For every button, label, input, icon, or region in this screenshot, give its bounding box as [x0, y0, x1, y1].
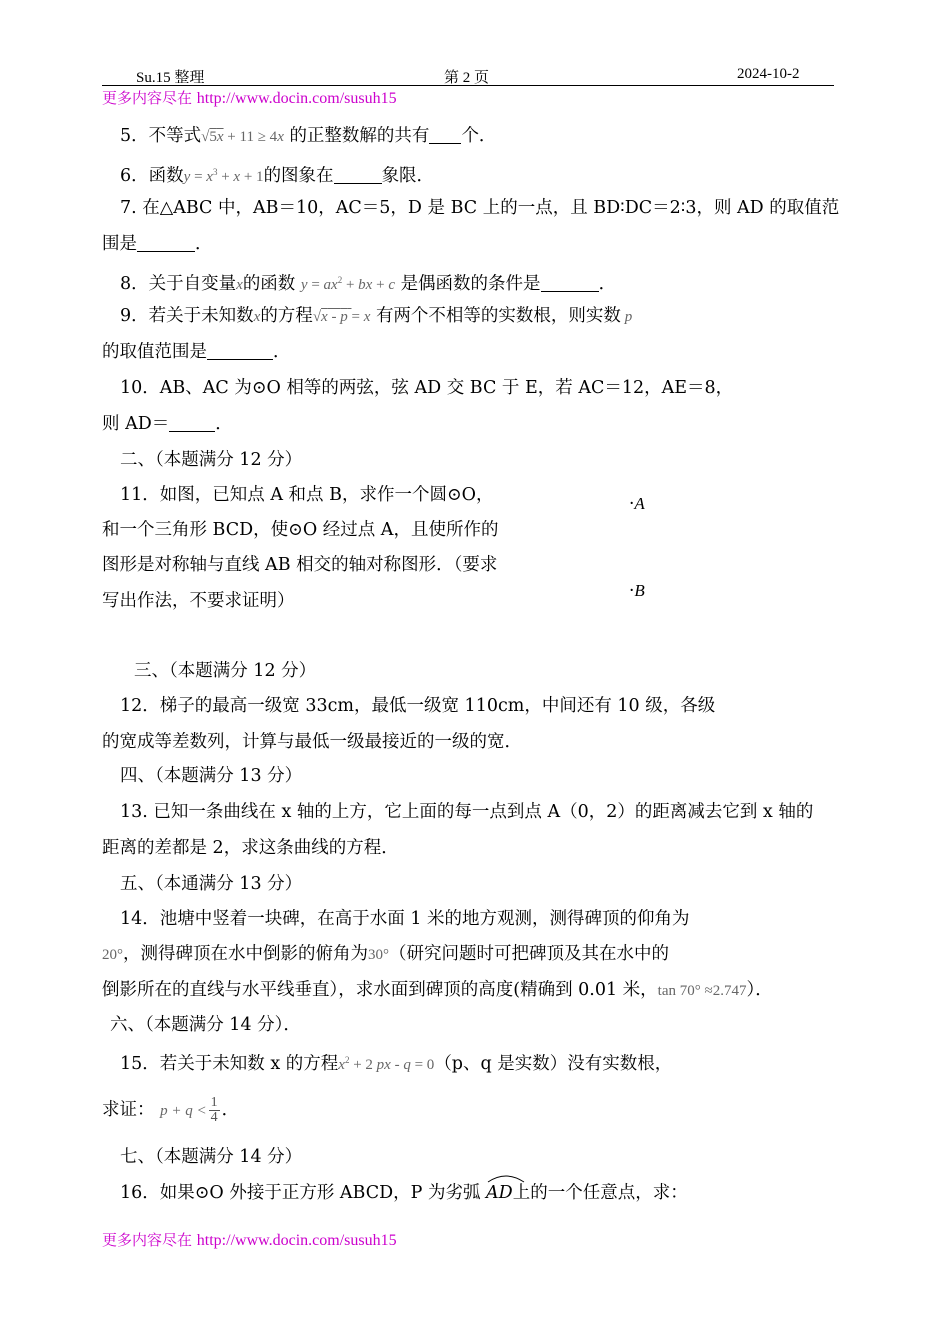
q10-line2-pre: 则 AD＝ — [102, 414, 170, 434]
section-4-heading: 四、（本题满分 13 分） — [120, 766, 303, 786]
q8-blank[interactable] — [541, 273, 599, 292]
question-11-line-2: 和一个三角形 BCD，使⊙O 经过点 A，且使所作的 — [102, 520, 499, 540]
q5-blank[interactable] — [429, 125, 461, 144]
question-8 — [120, 268, 616, 297]
question-13-line-1: 13. 已知一条曲线在 x 轴的上方，它上面的每一点到点 A（0，2）的距离减去它到 x 轴的 — [120, 802, 814, 822]
q6-text-post: 的图象在 — [263, 166, 334, 186]
q16-text-pre: 16．如果⊙O 外接于正方形 ABCD，P 为劣弧 — [120, 1183, 487, 1203]
point-a-letter: A — [634, 494, 645, 513]
q15-inequality: p + q < — [160, 1103, 207, 1119]
q9-number: 9． — [120, 306, 149, 326]
section-3-heading: 三、（本题满分 12 分） — [134, 661, 317, 681]
q8-formula: $y = ax^2$ + bx + c — [300, 275, 395, 293]
point-b-letter: B — [634, 581, 645, 600]
point-a-label: ·A — [629, 494, 645, 514]
header-rule — [102, 85, 834, 86]
q9-formula: √x - p = x — [312, 309, 371, 325]
q15-line2-end: ． — [221, 1100, 240, 1120]
q14-line2-mid: ，测得碑顶在水中倒影的俯角为 — [123, 944, 368, 964]
arc-mark-icon — [486, 1173, 526, 1183]
q8-text-end: ． — [598, 274, 617, 294]
q9-text-post: 有两个不相等的实数根，则实数 — [375, 306, 621, 326]
q6-number: 6． — [120, 166, 149, 186]
q16-text-post: 上的一个任意点，求： — [512, 1183, 688, 1203]
question-11-line-3: 图形是对称轴与直线 AB 相交的轴对称图形．（要求 — [102, 555, 498, 575]
q9-text-mid: 的方程 — [260, 306, 313, 326]
section-5-heading: 五、（本通满分 13 分） — [120, 874, 303, 894]
question-12-line-2: 的宽成等差数列，计算与最低一级最接近的一级的宽． — [102, 732, 522, 752]
q8-text-mid: 的函数 — [242, 274, 296, 294]
q7-line2-end: ． — [195, 234, 213, 254]
q6-text-end: 象限． — [381, 166, 435, 186]
q5-text-end: 个． — [461, 126, 497, 146]
question-16 — [120, 1181, 688, 1205]
question-6 — [120, 160, 434, 189]
q10-blank[interactable] — [169, 413, 215, 432]
q6-text-pre: 函数 — [148, 166, 184, 186]
question-12-line-1: 12．梯子的最高一级宽 33cm，最低一级宽 110cm，中间还有 10 级，各级 — [120, 696, 716, 716]
q5-text-pre: 不等式 — [148, 126, 202, 146]
footer-link[interactable] — [102, 1229, 397, 1250]
q14-angle-30: 30° — [368, 947, 389, 963]
question-15-line-2 — [102, 1096, 239, 1125]
section-2-heading: 二、（本题满分 12 分） — [120, 450, 303, 470]
q9-text-pre: 若关于未知数 — [148, 306, 254, 326]
q14-angle-20: 20° — [102, 947, 123, 963]
question-14-line-3 — [102, 978, 773, 1003]
footer-link-prefix: 更多内容尽在 — [102, 1231, 197, 1249]
header-link[interactable] — [102, 87, 397, 108]
question-5 — [120, 124, 496, 149]
q5-text-post: 的正整数解的共有 — [289, 126, 430, 146]
q5-formula: √5x + 11 ≥ 4x — [201, 129, 284, 145]
q14-line3-end: ）． — [746, 980, 773, 1000]
q6-formula: $y = x^3 + x + 1$ — [183, 167, 264, 185]
question-7-line-1: 7. 在△ABC 中，AB＝10，AC＝5，D 是 BC 上的一点，且 BD∶DC＝2∶3，则 AD 的取值范 — [120, 198, 840, 218]
q15-text-post: （p、q 是实数）没有实数根， — [434, 1054, 673, 1074]
header-link-prefix: 更多内容尽在 — [102, 89, 197, 107]
header-link-url[interactable]: http://www.docin.com/susuh15 — [196, 90, 397, 107]
q8-number: 8． — [120, 274, 149, 294]
q15-text-pre: 若关于未知数 x 的方程 — [159, 1054, 339, 1074]
q5-number: 5． — [120, 126, 149, 146]
q8-text-pre: 关于自变量 — [148, 274, 237, 294]
footer-link-url[interactable]: http://www.docin.com/susuh15 — [196, 1232, 397, 1249]
question-9-line-1 — [120, 304, 632, 329]
q8-text-post: 是偶函数的条件是 — [400, 274, 541, 294]
q9-var-p: p — [620, 309, 633, 325]
q10-line2-end: ． — [215, 414, 233, 434]
header-left: Su.15 整理 — [136, 70, 205, 86]
q6-blank[interactable] — [334, 165, 382, 184]
q15-line2-pre: 求证： — [102, 1100, 155, 1120]
q15-fraction — [209, 1096, 220, 1125]
q16-arc-label: AD — [486, 1183, 513, 1203]
q16-arc-ad — [486, 1181, 513, 1205]
question-10-line-2 — [102, 412, 233, 436]
q9-line2-end: ． — [273, 342, 291, 362]
q14-tan-value: tan 70° ≈2.747 — [657, 983, 747, 999]
q7-line2-pre: 围是 — [102, 234, 137, 254]
q9-var-x: x — [253, 309, 261, 325]
q14-line2-end: （研究问题时可把碑顶及其在水中的 — [389, 944, 669, 964]
q7-blank[interactable] — [137, 233, 195, 252]
question-9-line-2 — [102, 340, 291, 364]
question-11-line-4: 写出作法，不要求证明） — [102, 591, 295, 611]
header-date: 2024-10-2 — [737, 66, 800, 82]
question-10-line-1: 10．AB、AC 为⊙O 相等的两弦，弦 AD 交 BC 于 E，若 AC＝12，AE＝8， — [120, 378, 734, 398]
question-14-line-1: 14．池塘中竖着一块碑，在高于水面 1 米的地方观测，测得碑顶的仰角为 — [120, 909, 690, 929]
q14-line3-text: 倒影所在的直线与水平线垂直），求水面到碑顶的高度(精确到 0.01 米， — [102, 980, 658, 1000]
question-7-line-2 — [102, 232, 213, 256]
q8-var: x — [236, 277, 243, 293]
question-11-line-1: 11．如图，已知点 A 和点 B，求作一个圆⊙O， — [120, 485, 494, 505]
header-page-number: 第 2 页 — [444, 70, 490, 86]
q15-fraction-numerator: 1 — [210, 1095, 218, 1110]
q9-blank[interactable] — [207, 341, 273, 360]
q9-line2-pre: 的取值范围是 — [102, 342, 207, 362]
section-7-heading: 七、（本题满分 14 分） — [120, 1147, 303, 1167]
q15-formula: $x^2 + 2$ px - q = 0 — [338, 1055, 435, 1073]
q15-number: 15． — [120, 1054, 160, 1074]
point-b-label: ·B — [629, 581, 645, 601]
question-15-line-1 — [120, 1048, 672, 1077]
q15-fraction-denominator: 4 — [210, 1110, 218, 1125]
section-6-heading: 六、（本题满分 14 分）． — [110, 1015, 301, 1035]
question-14-line-2 — [102, 942, 669, 967]
question-13-line-2: 距离的差都是 2，求这条曲线的方程． — [102, 838, 399, 858]
